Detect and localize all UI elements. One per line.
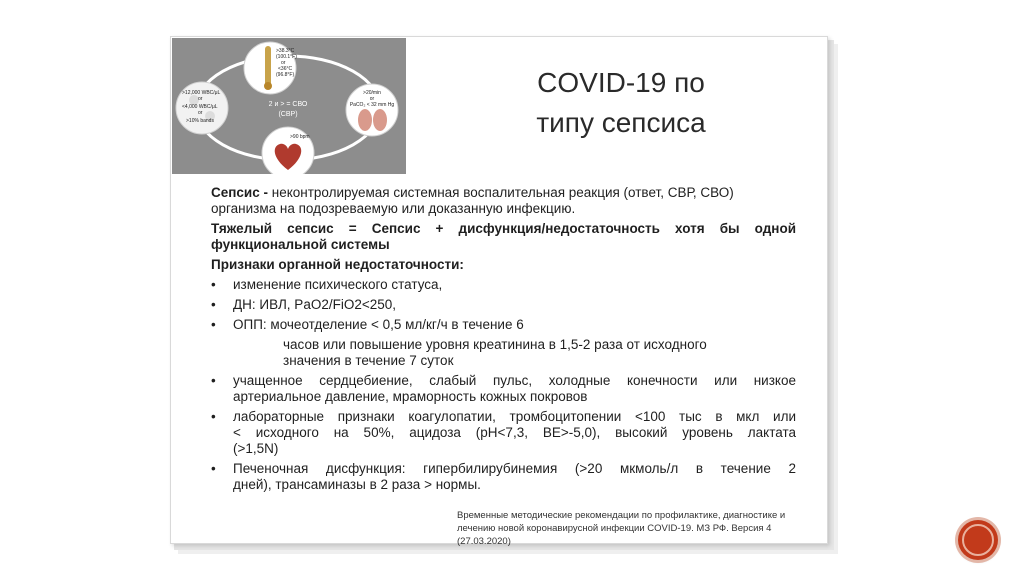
thermometer-icon bbox=[265, 46, 271, 86]
bullet-text: лабораторные признаки коагулопатии, тромбоцитопении <100 тыс в мкл или bbox=[233, 409, 796, 424]
bullet-text: артериальное давление, мраморность кожных покровов bbox=[233, 389, 588, 404]
bullet-icon: • bbox=[211, 373, 216, 388]
bullet-text: учащенное сердцебиение, слабый пульс, холодные конечности или низкое bbox=[233, 373, 796, 388]
thermometer-bulb-icon bbox=[264, 82, 272, 90]
bullet-text: изменение психического статуса, bbox=[233, 277, 443, 292]
bullet-text: (>1,5N) bbox=[233, 441, 279, 456]
wbc-text-0: >12,000 WBC/μL bbox=[182, 90, 221, 96]
definition-text-1: неконтролируемая системная воспалительная реакция (ответ, СВР, СВО) bbox=[267, 185, 734, 200]
definition-text-2: организма на подозреваемую или доказанную инфекцию. bbox=[211, 201, 576, 216]
bullet-icon: • bbox=[211, 317, 216, 332]
bullet-text: Печеночная дисфункция: гипербилирубинемия (>20 мкмоль/л в течение 2 bbox=[233, 461, 796, 476]
list-item bbox=[211, 277, 796, 293]
severe-line-1: Тяжелый сепсис = Сепсис + дисфункция/недостаточность хотя бы одной bbox=[211, 221, 796, 236]
bullet-text: ДН: ИВЛ, PaO2/FiO2<250, bbox=[233, 297, 396, 312]
temp-text-1: (100.1°F) bbox=[276, 54, 297, 60]
bullet-continuation bbox=[211, 337, 796, 369]
list-item bbox=[211, 297, 796, 313]
hr-text: >90 bpm bbox=[290, 134, 310, 140]
slide-title bbox=[471, 63, 771, 143]
sepsis-diagram bbox=[172, 38, 406, 174]
lung-right-icon bbox=[373, 109, 387, 131]
list-item bbox=[211, 317, 796, 333]
source-footnote bbox=[457, 509, 817, 548]
severe-line-2: функциональной системы bbox=[211, 237, 390, 252]
bullet-icon: • bbox=[211, 297, 216, 312]
list-item bbox=[211, 373, 796, 405]
bullet-icon: • bbox=[211, 409, 216, 424]
severe-sepsis-definition bbox=[211, 221, 796, 253]
list-item bbox=[211, 461, 796, 493]
temp-text-4: (96.8°F) bbox=[276, 72, 295, 78]
wbc-text-2: <4,000 WBC/μL bbox=[182, 104, 218, 110]
continuation-line-2: значения в течение 7 суток bbox=[283, 353, 454, 368]
bullet-icon: • bbox=[211, 461, 216, 476]
nav-ring-icon bbox=[962, 524, 994, 556]
resp-text-1: or bbox=[369, 96, 375, 102]
temp-text-3: <36°C bbox=[278, 66, 293, 72]
temp-text-2: or bbox=[281, 60, 286, 66]
bullet-text: дней), трансаминазы в 2 раза > нормы. bbox=[233, 477, 481, 492]
center-label-2: (СВР) bbox=[278, 111, 298, 118]
bullet-icon: • bbox=[211, 277, 216, 292]
wbc-text-1: or bbox=[198, 96, 203, 102]
title-line-1: COVID-19 по bbox=[537, 67, 705, 98]
resp-text-2: PaCO₂ < 32 mm Hg bbox=[349, 102, 395, 108]
list-item bbox=[211, 409, 796, 457]
slide-nav-button[interactable] bbox=[958, 520, 998, 560]
bullet-text: < исходного на 50%, ацидоза (pH<7,3, BE>-5,0), высокий уровень лактата bbox=[233, 425, 796, 440]
footnote-line-2: лечению новой коронавирусной инфекции COVID-19. МЗ РФ. Версия 4 (27.03.2020) bbox=[457, 523, 772, 547]
signs-heading: Признаки органной недостаточности: bbox=[211, 257, 464, 272]
sepsis-definition bbox=[211, 185, 796, 217]
temp-text-0: >38.3°C bbox=[276, 48, 295, 54]
definition-term: Сепсис - bbox=[211, 185, 268, 200]
footnote-line-1: Временные методические рекомендации по профилактике, диагностике и bbox=[457, 510, 786, 521]
title-line-2: типу сепсиса bbox=[536, 107, 706, 138]
sepsis-criteria-figure bbox=[172, 38, 406, 174]
wbc-text-4: >10% bands bbox=[186, 118, 214, 124]
continuation-line-1: часов или повышение уровня креатинина в 1,5-2 раза от исходного bbox=[283, 337, 707, 352]
bullet-text: ОПП: мочеотделение < 0,5 мл/кг/ч в течение 6 bbox=[233, 317, 524, 332]
lung-left-icon bbox=[358, 109, 372, 131]
wbc-text-3: or bbox=[198, 110, 203, 116]
slide-body bbox=[211, 185, 796, 497]
slide bbox=[170, 36, 828, 547]
center-label-1: 2 и > = СВО bbox=[268, 101, 308, 108]
resp-text-0: >20/min bbox=[363, 90, 381, 96]
